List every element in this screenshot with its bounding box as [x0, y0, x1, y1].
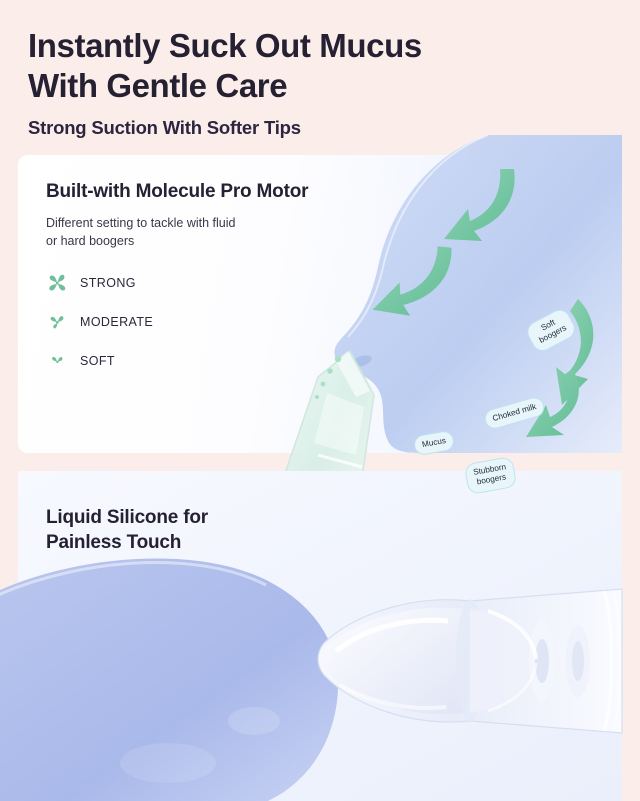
silicone-card-title	[46, 505, 318, 556]
fan-moderate-icon	[46, 311, 68, 333]
motor-card-subtitle	[46, 214, 348, 250]
headline-line-2: With Gentle Care	[28, 67, 288, 105]
motor-card-title: Built-with Molecule Pro Motor	[46, 180, 309, 202]
motor-subtitle-line-2: or hard boogers	[46, 233, 135, 248]
page-title	[28, 26, 614, 107]
silicone-title-line-2: Painless Touch	[46, 532, 182, 554]
suction-mode-list	[46, 272, 348, 372]
motor-copy-block	[18, 155, 348, 372]
badge-stubborn-boogers: Stubborn boogers	[464, 455, 518, 494]
mode-row-soft	[46, 350, 348, 372]
badge-choked-milk: Choked milk	[482, 394, 546, 430]
page-subtitle: Strong Suction With Softer Tips	[28, 116, 301, 138]
motor-subtitle-line-1: Different setting to tackle with fluid	[46, 215, 236, 230]
mode-label-strong: STRONG	[80, 275, 136, 290]
mode-label-soft: SOFT	[80, 353, 115, 368]
badge-soft-boogers: Soft boogers	[524, 306, 579, 354]
badge-mucus: Mucus	[413, 429, 456, 456]
card-molecule-pro-motor	[18, 155, 622, 487]
mode-label-moderate: MODERATE	[80, 314, 154, 329]
mode-row-strong	[46, 272, 348, 294]
fan-soft-icon	[46, 350, 68, 372]
card-liquid-silicone	[18, 471, 622, 801]
silicone-copy-block	[18, 471, 318, 556]
fan-strong-icon	[46, 272, 68, 294]
silicone-title-line-1: Liquid Silicone for	[46, 506, 208, 528]
headline-line-1: Instantly Suck Out Mucus	[28, 27, 422, 64]
header	[18, 0, 622, 139]
mode-row-moderate	[46, 311, 348, 333]
